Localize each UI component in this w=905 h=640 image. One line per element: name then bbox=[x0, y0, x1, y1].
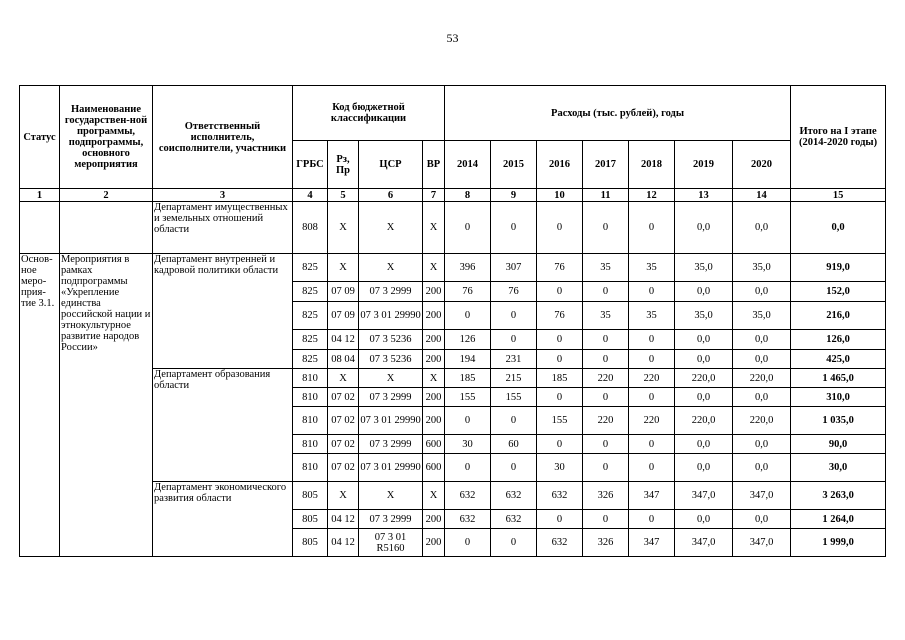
year-value-cell: 126 bbox=[445, 330, 491, 350]
column-number: 9 bbox=[491, 189, 537, 202]
year-value-cell: 0 bbox=[537, 330, 583, 350]
csr-cell: Х bbox=[359, 369, 423, 388]
header-year: 2018 bbox=[629, 141, 675, 189]
year-value-cell: 0 bbox=[583, 202, 629, 254]
year-value-cell: 0,0 bbox=[675, 202, 733, 254]
grbs-cell: 825 bbox=[293, 282, 328, 302]
header-vr: ВР bbox=[423, 141, 445, 189]
year-value-cell: 347,0 bbox=[675, 482, 733, 510]
grbs-cell: 825 bbox=[293, 302, 328, 330]
csr-cell: 07 3 2999 bbox=[359, 510, 423, 529]
year-value-cell: 0 bbox=[491, 529, 537, 557]
year-value-cell: 185 bbox=[445, 369, 491, 388]
total-cell: 90,0 bbox=[791, 435, 886, 454]
table-row bbox=[20, 202, 886, 254]
year-value-cell: 220 bbox=[629, 407, 675, 435]
year-value-cell: 220,0 bbox=[675, 407, 733, 435]
grbs-cell: 810 bbox=[293, 435, 328, 454]
year-value-cell: 0 bbox=[445, 407, 491, 435]
vr-cell: Х bbox=[423, 369, 445, 388]
total-cell: 3 263,0 bbox=[791, 482, 886, 510]
vr-cell: 200 bbox=[423, 302, 445, 330]
year-value-cell: 0,0 bbox=[733, 510, 791, 529]
year-value-cell: 0,0 bbox=[675, 510, 733, 529]
grbs-cell: 810 bbox=[293, 454, 328, 482]
year-value-cell: 30 bbox=[537, 454, 583, 482]
year-value-cell: 0 bbox=[491, 330, 537, 350]
header-year: 2015 bbox=[491, 141, 537, 189]
year-value-cell: 632 bbox=[491, 482, 537, 510]
year-value-cell: 0 bbox=[537, 435, 583, 454]
year-value-cell: 35 bbox=[583, 254, 629, 282]
total-cell: 126,0 bbox=[791, 330, 886, 350]
csr-cell: 07 3 01 29990 bbox=[359, 407, 423, 435]
year-value-cell: 326 bbox=[583, 529, 629, 557]
csr-cell: 07 3 5236 bbox=[359, 330, 423, 350]
csr-cell: 07 3 2999 bbox=[359, 388, 423, 407]
year-value-cell: 632 bbox=[445, 510, 491, 529]
rzpr-cell: 04 12 bbox=[328, 330, 359, 350]
year-value-cell: 0 bbox=[629, 350, 675, 369]
column-number: 15 bbox=[791, 189, 886, 202]
year-value-cell: 0,0 bbox=[733, 202, 791, 254]
executor-cell: Департамент внутренней и кадровой политики области bbox=[153, 254, 293, 369]
year-value-cell: 0 bbox=[583, 435, 629, 454]
year-value-cell: 0,0 bbox=[675, 388, 733, 407]
header-grbs: ГРБС bbox=[293, 141, 328, 189]
year-value-cell: 185 bbox=[537, 369, 583, 388]
total-cell: 152,0 bbox=[791, 282, 886, 302]
column-number: 14 bbox=[733, 189, 791, 202]
year-value-cell: 0 bbox=[629, 202, 675, 254]
table-row bbox=[20, 254, 886, 282]
header-csr: ЦСР bbox=[359, 141, 423, 189]
grbs-cell: 805 bbox=[293, 529, 328, 557]
vr-cell: Х bbox=[423, 254, 445, 282]
year-value-cell: 76 bbox=[445, 282, 491, 302]
page-number: 53 bbox=[446, 31, 459, 45]
rzpr-cell: 04 12 bbox=[328, 529, 359, 557]
year-value-cell: 35,0 bbox=[733, 302, 791, 330]
status-cell-empty bbox=[20, 202, 60, 254]
rzpr-cell: 08 04 bbox=[328, 350, 359, 369]
csr-cell: Х bbox=[359, 254, 423, 282]
year-value-cell: 0 bbox=[537, 388, 583, 407]
csr-cell: 07 3 01 29990 bbox=[359, 302, 423, 330]
year-value-cell: 0 bbox=[629, 435, 675, 454]
vr-cell: 200 bbox=[423, 510, 445, 529]
year-value-cell: 231 bbox=[491, 350, 537, 369]
column-number: 13 bbox=[675, 189, 733, 202]
year-value-cell: 0 bbox=[537, 282, 583, 302]
year-value-cell: 0,0 bbox=[675, 282, 733, 302]
vr-cell: Х bbox=[423, 482, 445, 510]
header-executor: Ответственный исполнитель, соисполнители, участники bbox=[153, 86, 293, 189]
program-cell: Мероприятия в рамках подпрограммы «Укрепление единства российской нации и этнокультурное развитие народов России» bbox=[60, 254, 153, 557]
column-number: 10 bbox=[537, 189, 583, 202]
header-expenses: Расходы (тыс. рублей), годы bbox=[445, 86, 791, 141]
rzpr-cell: Х bbox=[328, 482, 359, 510]
grbs-cell: 810 bbox=[293, 388, 328, 407]
year-value-cell: 0 bbox=[491, 302, 537, 330]
year-value-cell: 0,0 bbox=[675, 454, 733, 482]
header-program-name: Наименование государствен-ной программы, подпрограммы, основного мероприятия bbox=[60, 86, 153, 189]
year-value-cell: 76 bbox=[537, 254, 583, 282]
year-value-cell: 30 bbox=[445, 435, 491, 454]
header-year: 2020 bbox=[733, 141, 791, 189]
year-value-cell: 0 bbox=[445, 529, 491, 557]
rzpr-cell: 07 02 bbox=[328, 435, 359, 454]
total-cell: 1 264,0 bbox=[791, 510, 886, 529]
year-value-cell: 0 bbox=[537, 202, 583, 254]
year-value-cell: 0 bbox=[583, 350, 629, 369]
total-cell: 1 999,0 bbox=[791, 529, 886, 557]
program-cell-empty bbox=[60, 202, 153, 254]
year-value-cell: 0 bbox=[583, 330, 629, 350]
column-number-row bbox=[20, 189, 886, 202]
column-number: 3 bbox=[153, 189, 293, 202]
year-value-cell: 155 bbox=[537, 407, 583, 435]
csr-cell: 07 3 5236 bbox=[359, 350, 423, 369]
year-value-cell: 220 bbox=[629, 369, 675, 388]
csr-cell: 07 3 2999 bbox=[359, 435, 423, 454]
header-budget-code: Код бюджетной классификации bbox=[293, 86, 445, 141]
header-year: 2019 bbox=[675, 141, 733, 189]
year-value-cell: 326 bbox=[583, 482, 629, 510]
year-value-cell: 76 bbox=[537, 302, 583, 330]
year-value-cell: 155 bbox=[445, 388, 491, 407]
year-value-cell: 60 bbox=[491, 435, 537, 454]
column-number: 8 bbox=[445, 189, 491, 202]
column-number: 12 bbox=[629, 189, 675, 202]
total-cell: 310,0 bbox=[791, 388, 886, 407]
column-number: 2 bbox=[60, 189, 153, 202]
total-cell: 1 035,0 bbox=[791, 407, 886, 435]
year-value-cell: 220,0 bbox=[675, 369, 733, 388]
year-value-cell: 632 bbox=[445, 482, 491, 510]
year-value-cell: 0 bbox=[583, 510, 629, 529]
year-value-cell: 0,0 bbox=[733, 388, 791, 407]
year-value-cell: 220 bbox=[583, 369, 629, 388]
vr-cell: 200 bbox=[423, 407, 445, 435]
year-value-cell: 35,0 bbox=[733, 254, 791, 282]
total-cell: 30,0 bbox=[791, 454, 886, 482]
vr-cell: 200 bbox=[423, 529, 445, 557]
grbs-cell: 810 bbox=[293, 369, 328, 388]
year-value-cell: 0 bbox=[491, 454, 537, 482]
grbs-cell: 805 bbox=[293, 510, 328, 529]
year-value-cell: 0 bbox=[445, 202, 491, 254]
csr-cell: Х bbox=[359, 202, 423, 254]
csr-cell: 07 3 2999 bbox=[359, 282, 423, 302]
column-number: 7 bbox=[423, 189, 445, 202]
year-value-cell: 0,0 bbox=[733, 350, 791, 369]
vr-cell: Х bbox=[423, 202, 445, 254]
column-number: 4 bbox=[293, 189, 328, 202]
header-status: Статус bbox=[20, 86, 60, 189]
year-value-cell: 347,0 bbox=[675, 529, 733, 557]
csr-cell: 07 3 01 29990 bbox=[359, 454, 423, 482]
year-value-cell: 632 bbox=[537, 482, 583, 510]
year-value-cell: 194 bbox=[445, 350, 491, 369]
column-number: 11 bbox=[583, 189, 629, 202]
rzpr-cell: 04 12 bbox=[328, 510, 359, 529]
year-value-cell: 155 bbox=[491, 388, 537, 407]
year-value-cell: 76 bbox=[491, 282, 537, 302]
year-value-cell: 347,0 bbox=[733, 482, 791, 510]
rzpr-cell: Х bbox=[328, 369, 359, 388]
year-value-cell: 0 bbox=[629, 454, 675, 482]
year-value-cell: 35 bbox=[629, 254, 675, 282]
grbs-cell: 808 bbox=[293, 202, 328, 254]
vr-cell: 200 bbox=[423, 330, 445, 350]
year-value-cell: 0,0 bbox=[675, 330, 733, 350]
column-number: 1 bbox=[20, 189, 60, 202]
year-value-cell: 0 bbox=[491, 202, 537, 254]
header-year: 2017 bbox=[583, 141, 629, 189]
year-value-cell: 0 bbox=[445, 302, 491, 330]
year-value-cell: 220,0 bbox=[733, 407, 791, 435]
year-value-cell: 220 bbox=[583, 407, 629, 435]
year-value-cell: 0,0 bbox=[675, 435, 733, 454]
header-rzpr: Рз, Пр bbox=[328, 141, 359, 189]
year-value-cell: 0,0 bbox=[733, 454, 791, 482]
year-value-cell: 347 bbox=[629, 529, 675, 557]
year-value-cell: 0 bbox=[445, 454, 491, 482]
year-value-cell: 632 bbox=[537, 529, 583, 557]
header-year: 2016 bbox=[537, 141, 583, 189]
executor-cell: Департамент экономического развития области bbox=[153, 482, 293, 557]
year-value-cell: 0 bbox=[491, 407, 537, 435]
total-cell: 1 465,0 bbox=[791, 369, 886, 388]
grbs-cell: 825 bbox=[293, 330, 328, 350]
executor-cell: Департамент имущественных и земельных отношений области bbox=[153, 202, 293, 254]
year-value-cell: 0 bbox=[629, 510, 675, 529]
vr-cell: 600 bbox=[423, 454, 445, 482]
year-value-cell: 0 bbox=[537, 510, 583, 529]
year-value-cell: 347 bbox=[629, 482, 675, 510]
executor-cell: Департамент образования области bbox=[153, 369, 293, 482]
csr-cell: Х bbox=[359, 482, 423, 510]
year-value-cell: 396 bbox=[445, 254, 491, 282]
year-value-cell: 347,0 bbox=[733, 529, 791, 557]
vr-cell: 200 bbox=[423, 282, 445, 302]
year-value-cell: 0,0 bbox=[733, 435, 791, 454]
vr-cell: 200 bbox=[423, 388, 445, 407]
year-value-cell: 0 bbox=[629, 282, 675, 302]
year-value-cell: 632 bbox=[491, 510, 537, 529]
year-value-cell: 0 bbox=[537, 350, 583, 369]
year-value-cell: 220,0 bbox=[733, 369, 791, 388]
grbs-cell: 805 bbox=[293, 482, 328, 510]
year-value-cell: 0,0 bbox=[733, 282, 791, 302]
total-cell: 0,0 bbox=[791, 202, 886, 254]
year-value-cell: 215 bbox=[491, 369, 537, 388]
year-value-cell: 0 bbox=[583, 454, 629, 482]
header-year: 2014 bbox=[445, 141, 491, 189]
rzpr-cell: Х bbox=[328, 254, 359, 282]
year-value-cell: 35 bbox=[583, 302, 629, 330]
year-value-cell: 0 bbox=[629, 330, 675, 350]
year-value-cell: 35,0 bbox=[675, 254, 733, 282]
vr-cell: 600 bbox=[423, 435, 445, 454]
status-cell: Основ-ное меро-прия-тие 3.1. bbox=[20, 254, 60, 557]
rzpr-cell: 07 02 bbox=[328, 454, 359, 482]
total-cell: 919,0 bbox=[791, 254, 886, 282]
rzpr-cell: 07 02 bbox=[328, 388, 359, 407]
year-value-cell: 0,0 bbox=[675, 350, 733, 369]
vr-cell: 200 bbox=[423, 350, 445, 369]
year-value-cell: 35,0 bbox=[675, 302, 733, 330]
budget-table bbox=[19, 85, 886, 557]
rzpr-cell: 07 09 bbox=[328, 282, 359, 302]
column-number: 6 bbox=[359, 189, 423, 202]
grbs-cell: 825 bbox=[293, 350, 328, 369]
rzpr-cell: 07 02 bbox=[328, 407, 359, 435]
year-value-cell: 35 bbox=[629, 302, 675, 330]
grbs-cell: 825 bbox=[293, 254, 328, 282]
year-value-cell: 0 bbox=[583, 388, 629, 407]
total-cell: 216,0 bbox=[791, 302, 886, 330]
header-total: Итого на I этапе (2014-2020 годы) bbox=[791, 86, 886, 189]
year-value-cell: 0,0 bbox=[733, 330, 791, 350]
total-cell: 425,0 bbox=[791, 350, 886, 369]
year-value-cell: 0 bbox=[583, 282, 629, 302]
year-value-cell: 307 bbox=[491, 254, 537, 282]
rzpr-cell: Х bbox=[328, 202, 359, 254]
grbs-cell: 810 bbox=[293, 407, 328, 435]
year-value-cell: 0 bbox=[629, 388, 675, 407]
csr-cell: 07 3 01 R5160 bbox=[359, 529, 423, 557]
column-number: 5 bbox=[328, 189, 359, 202]
rzpr-cell: 07 09 bbox=[328, 302, 359, 330]
